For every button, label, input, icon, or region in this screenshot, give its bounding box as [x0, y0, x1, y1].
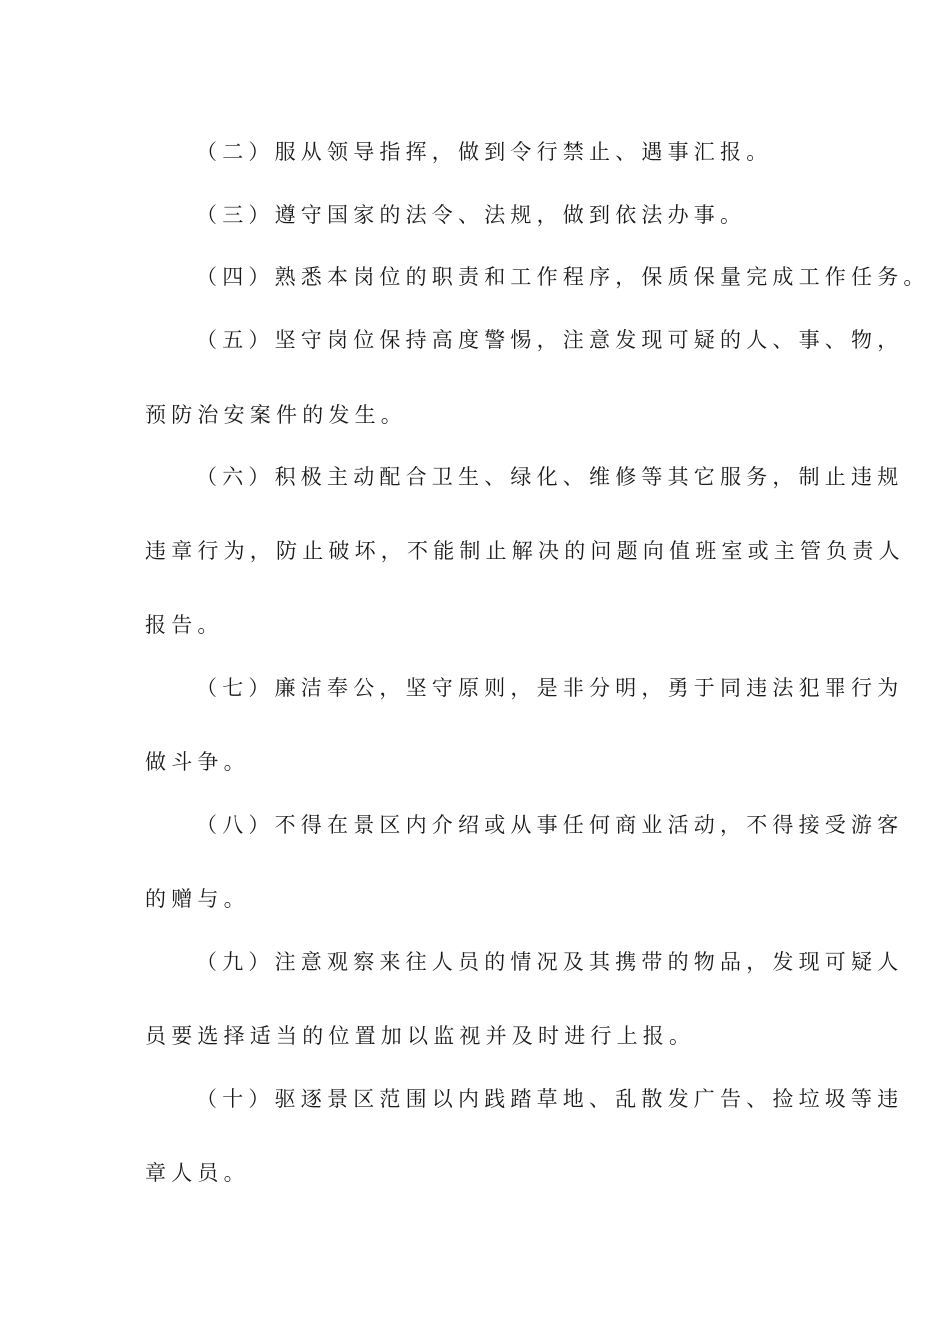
item-5-line-1: （五）坚守岗位保持高度警惕，注意发现可疑的人、事、物， — [196, 328, 904, 352]
item-8-line-2: 的赠与。 — [145, 887, 250, 911]
item-10-line-1: （十）驱逐景区范围以内践踏草地、乱散发广告、捡垃圾等违 — [196, 1087, 904, 1111]
item-7-line-2: 做斗争。 — [145, 750, 250, 774]
item-9-line-1: （九）注意观察来往人员的情况及其携带的物品，发现可疑人 — [196, 950, 904, 974]
item-4-line-1: （四）熟悉本岗位的职责和工作程序，保质保量完成工作任务。 — [196, 265, 930, 289]
item-7-line-1: （七）廉洁奉公，坚守原则，是非分明，勇于同违法犯罪行为 — [196, 676, 904, 700]
item-6-line-3: 报告。 — [145, 613, 224, 637]
item-10-line-2: 章人员。 — [145, 1161, 250, 1185]
item-6-line-2: 违章行为，防止破坏，不能制止解决的问题向值班室或主管负责人 — [145, 539, 905, 563]
item-8-line-1: （八）不得在景区内介绍或从事任何商业活动，不得接受游客 — [196, 813, 904, 837]
item-9-line-2: 员要选择适当的位置加以监视并及时进行上报。 — [145, 1024, 696, 1048]
item-2-line-1: （二）服从领导指挥，做到令行禁止、遇事汇报。 — [196, 140, 773, 164]
item-6-line-1: （六）积极主动配合卫生、绿化、维修等其它服务，制止违规 — [196, 465, 904, 489]
item-3-line-1: （三）遵守国家的法令、法规，做到依法办事。 — [196, 203, 747, 227]
item-5-line-2: 预防治安案件的发生。 — [145, 403, 407, 427]
